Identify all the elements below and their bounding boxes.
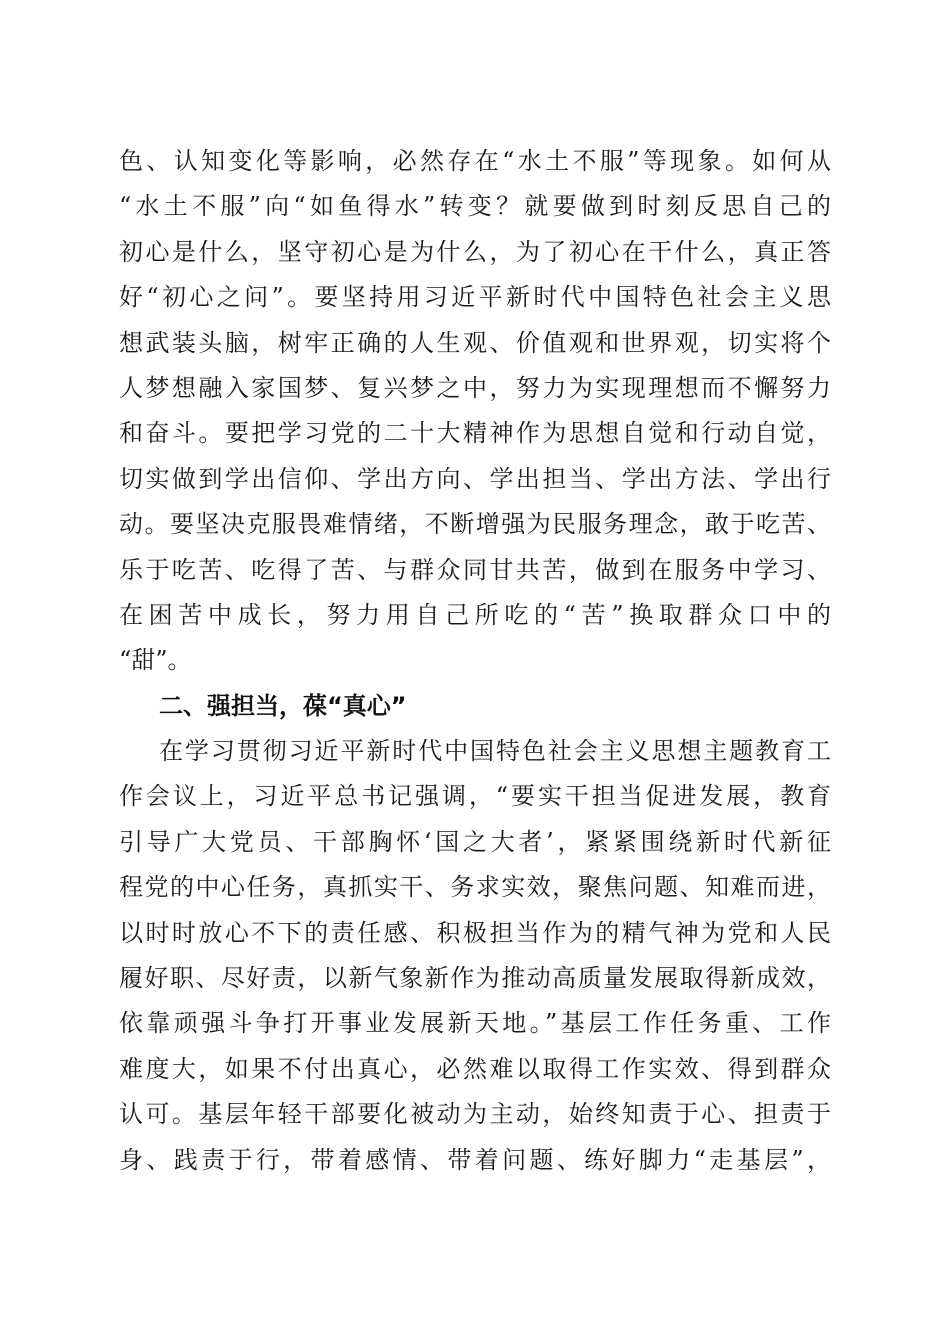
paragraph-line: 动。要坚决克服畏难情绪，不断增强为民服务理念，敢于吃苦、 bbox=[119, 510, 831, 539]
paragraph-line: 依靠顽强斗争打开事业发展新天地。”基层工作任务重、工作 bbox=[119, 1009, 831, 1038]
paragraph-line: 在学习贯彻习近平新时代中国特色社会主义思想主题教育工 bbox=[159, 737, 831, 766]
paragraph-line: 履好职、尽好责，以新气象新作为推动高质量发展取得新成效， bbox=[119, 964, 831, 993]
paragraph-line: 以时时放心不下的责任感、积极担当作为的精气神为党和人民 bbox=[119, 918, 831, 947]
paragraph-line: 在困苦中成长，努力用自己所吃的“苦”换取群众口中的 bbox=[119, 600, 831, 629]
paragraph-line: 难度大，如果不付出真心，必然难以取得工作实效、得到群众 bbox=[119, 1054, 831, 1083]
paragraph-line: 初心是什么，坚守初心是为什么，为了初心在干什么，真正答 bbox=[119, 237, 831, 266]
paragraph-line: 作会议上，习近平总书记强调，“要实干担当促进发展，教育 bbox=[119, 782, 831, 811]
section-heading: 二、强担当，葆“真心” bbox=[159, 691, 407, 720]
paragraph-line: 程党的中心任务，真抓实干、务求实效，聚焦问题、知难而进， bbox=[119, 873, 831, 902]
paragraph-line: 身、践责于行，带着感情、带着问题、练好脚力“走基层”， bbox=[119, 1145, 831, 1174]
paragraph-line: 想武装头脑，树牢正确的人生观、价值观和世界观，切实将个 bbox=[119, 328, 831, 357]
paragraph-line: 好“初心之问”。要坚持用习近平新时代中国特色社会主义思 bbox=[119, 283, 831, 312]
paragraph-line: 引导广大党员、干部胸怀‘国之大者’，紧紧围绕新时代新征 bbox=[119, 827, 831, 856]
paragraph-line: 色、认知变化等影响，必然存在“水土不服”等现象。如何从 bbox=[119, 147, 831, 175]
paragraph-line: 乐于吃苦、吃得了苦、与群众同甘共苦，做到在服务中学习、 bbox=[119, 555, 831, 584]
paragraph-line: 人梦想融入家国梦、复兴梦之中，努力为实现理想而不懈努力 bbox=[119, 373, 831, 402]
paragraph-line: 和奋斗。要把学习党的二十大精神作为思想自觉和行动自觉， bbox=[119, 419, 831, 448]
document-body bbox=[119, 139, 831, 1183]
paragraph-line: “甜”。 bbox=[119, 646, 192, 675]
paragraph-line: 切实做到学出信仰、学出方向、学出担当、学出方法、学出行 bbox=[119, 464, 831, 493]
paragraph-line: “水土不服”向“如鱼得水”转变？就要做到时刻反思自己的 bbox=[119, 192, 831, 221]
paragraph-line: 认可。基层年轻干部要化被动为主动，始终知责于心、担责于 bbox=[119, 1100, 831, 1129]
